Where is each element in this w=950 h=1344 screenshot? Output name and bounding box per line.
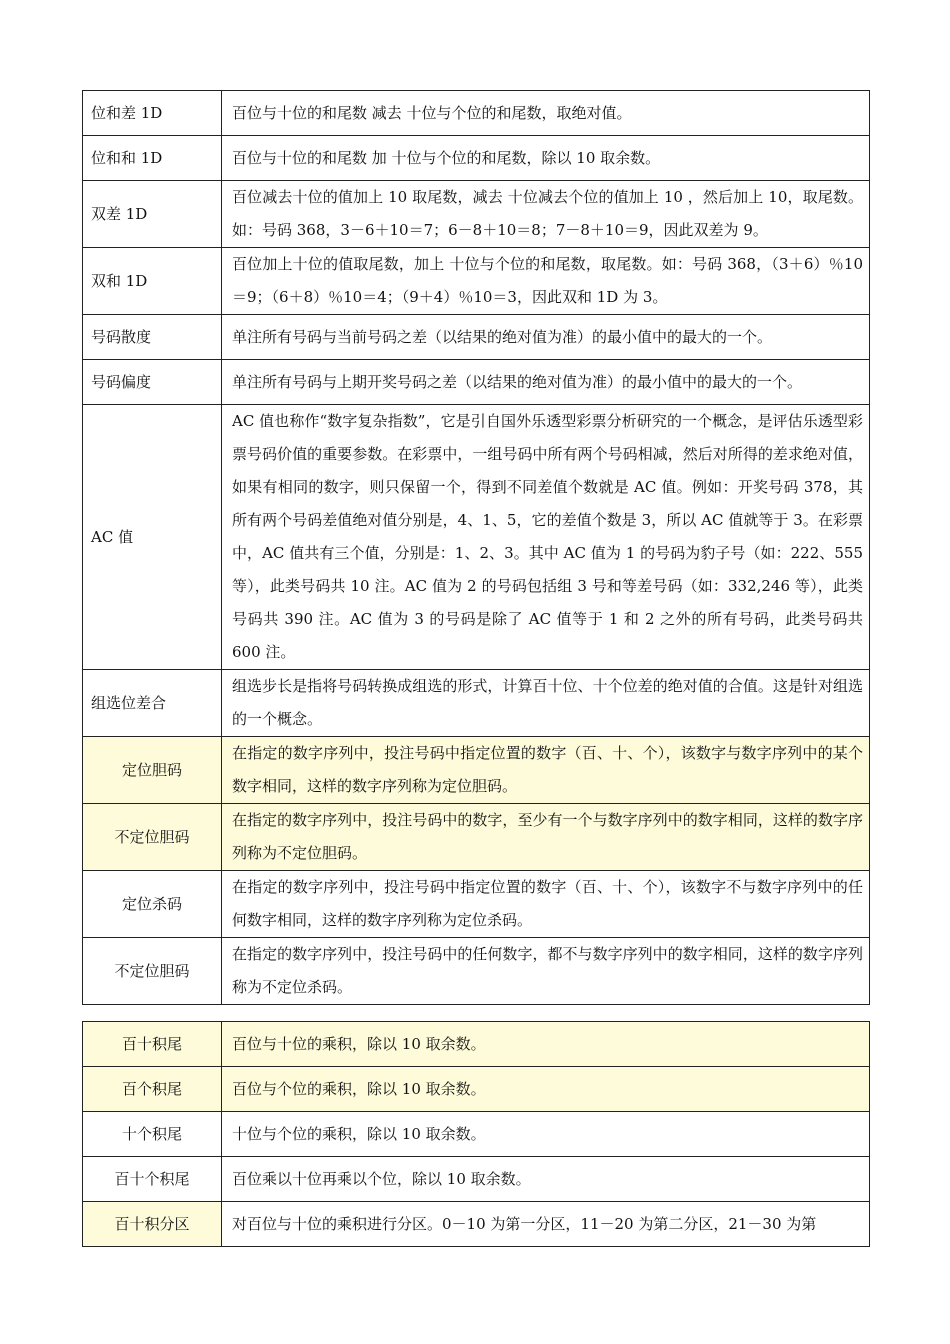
- definition-cell: AC 值也称作“数字复杂指数”，它是引自国外乐透型彩票分析研究的一个概念，是评估乐透型彩票号码价值的重要参数。在彩票中，一组号码中所有两个号码相减，然后对所得的差求绝对值，如果有相同的数字，则只保留一个，得到不同差值个数就是 AC 值。例如：开奖号码 378，其所有两个号码差值绝对值分别是，4、1、5，它的差值个数是 3，所以 AC 值就等于 3。在彩票中，AC 值共有三个值，分别是：1、2、3。其中 AC 值为 1 的号码为豹子号（如：222、555 等），此类号码共 10 注。AC 值为 2 的号码包括组 3 号和等差号码（如：332,246 等），此类号码共 390 注。AC 值为 3 的号码是除了 AC 值等于 1 和 2 之外的所有号码，此类号码共 600 注。: [222, 405, 870, 670]
- table-row: [83, 670, 870, 737]
- term-cell: 号码散度: [83, 315, 222, 360]
- term-cell: 号码偏度: [83, 360, 222, 405]
- definition-cell: 百位与十位的乘积，除以 10 取余数。: [222, 1022, 870, 1067]
- table-row: [83, 248, 870, 315]
- definition-cell: 组选步长是指将号码转换成组选的形式，计算百十位、十个位差的绝对值的合值。这是针对组选的一个概念。: [222, 670, 870, 737]
- table-row: [83, 804, 870, 871]
- term-cell: 不定位胆码: [83, 804, 222, 871]
- definition-cell: 百位加上十位的值取尾数，加上 十位与个位的和尾数，取尾数。如：号码 368，（3＋6）％10＝9；（6＋8）％10＝4；（9＋4）％10＝3，因此双和 1D 为 3。: [222, 248, 870, 315]
- term-cell: 定位杀码: [83, 871, 222, 938]
- table-row: [83, 1067, 870, 1112]
- definition-cell: 百位乘以十位再乘以个位，除以 10 取余数。: [222, 1157, 870, 1202]
- definition-cell: 百位与个位的乘积，除以 10 取余数。: [222, 1067, 870, 1112]
- table-row: [83, 871, 870, 938]
- table-row: [83, 136, 870, 181]
- term-cell: 十个积尾: [83, 1112, 222, 1157]
- definition-cell: 单注所有号码与当前号码之差（以结果的绝对值为准）的最小值中的最大的一个。: [222, 315, 870, 360]
- term-cell: 组选位差合: [83, 670, 222, 737]
- table-row: [83, 405, 870, 670]
- term-cell: 双和 1D: [83, 248, 222, 315]
- table-row: [83, 315, 870, 360]
- table-row: [83, 1112, 870, 1157]
- term-cell: 位和和 1D: [83, 136, 222, 181]
- table-row: [83, 91, 870, 136]
- definition-cell: 百位与十位的和尾数 减去 十位与个位的和尾数，取绝对值。: [222, 91, 870, 136]
- definition-cell: 在指定的数字序列中，投注号码中的任何数字，都不与数字序列中的数字相同，这样的数字序列称为不定位杀码。: [222, 938, 870, 1005]
- table-row: [83, 360, 870, 405]
- definition-cell: 在指定的数字序列中，投注号码中的数字，至少有一个与数字序列中的数字相同，这样的数字序列称为不定位胆码。: [222, 804, 870, 871]
- term-cell: 双差 1D: [83, 181, 222, 248]
- definition-cell: 十位与个位的乘积，除以 10 取余数。: [222, 1112, 870, 1157]
- definition-cell: 单注所有号码与上期开奖号码之差（以结果的绝对值为准）的最小值中的最大的一个。: [222, 360, 870, 405]
- definition-cell: 对百位与十位的乘积进行分区。0－10 为第一分区，11－20 为第二分区，21－30 为第: [222, 1202, 870, 1247]
- definition-cell: 在指定的数字序列中，投注号码中指定位置的数字（百、十、个），该数字不与数字序列中的任何数字相同，这样的数字序列称为定位杀码。: [222, 871, 870, 938]
- term-cell: AC 值: [83, 405, 222, 670]
- definition-cell: 在指定的数字序列中，投注号码中指定位置的数字（百、十、个），该数字与数字序列中的某个数字相同，这样的数字序列称为定位胆码。: [222, 737, 870, 804]
- term-cell: 不定位胆码: [83, 938, 222, 1005]
- term-cell: 百十积分区: [83, 1202, 222, 1247]
- table-row: [83, 181, 870, 248]
- definition-cell: 百位与十位的和尾数 加 十位与个位的和尾数，除以 10 取余数。: [222, 136, 870, 181]
- table-row: [83, 938, 870, 1005]
- table-row: [83, 1157, 870, 1202]
- term-cell: 位和差 1D: [83, 91, 222, 136]
- term-cell: 百十个积尾: [83, 1157, 222, 1202]
- table-row: [83, 1022, 870, 1067]
- term-cell: 百个积尾: [83, 1067, 222, 1112]
- table-row: [83, 1202, 870, 1247]
- definitions-table-1: [82, 90, 870, 1005]
- term-cell: 定位胆码: [83, 737, 222, 804]
- definition-cell: 百位减去十位的值加上 10 取尾数，减去 十位减去个位的值加上 10 ，然后加上 10，取尾数。如：号码 368，3－6＋10＝7；6－8＋10＝8；7－8＋10＝9，因此双差为 9。: [222, 181, 870, 248]
- table-row: [83, 737, 870, 804]
- term-cell: 百十积尾: [83, 1022, 222, 1067]
- definitions-table-2: [82, 1021, 870, 1247]
